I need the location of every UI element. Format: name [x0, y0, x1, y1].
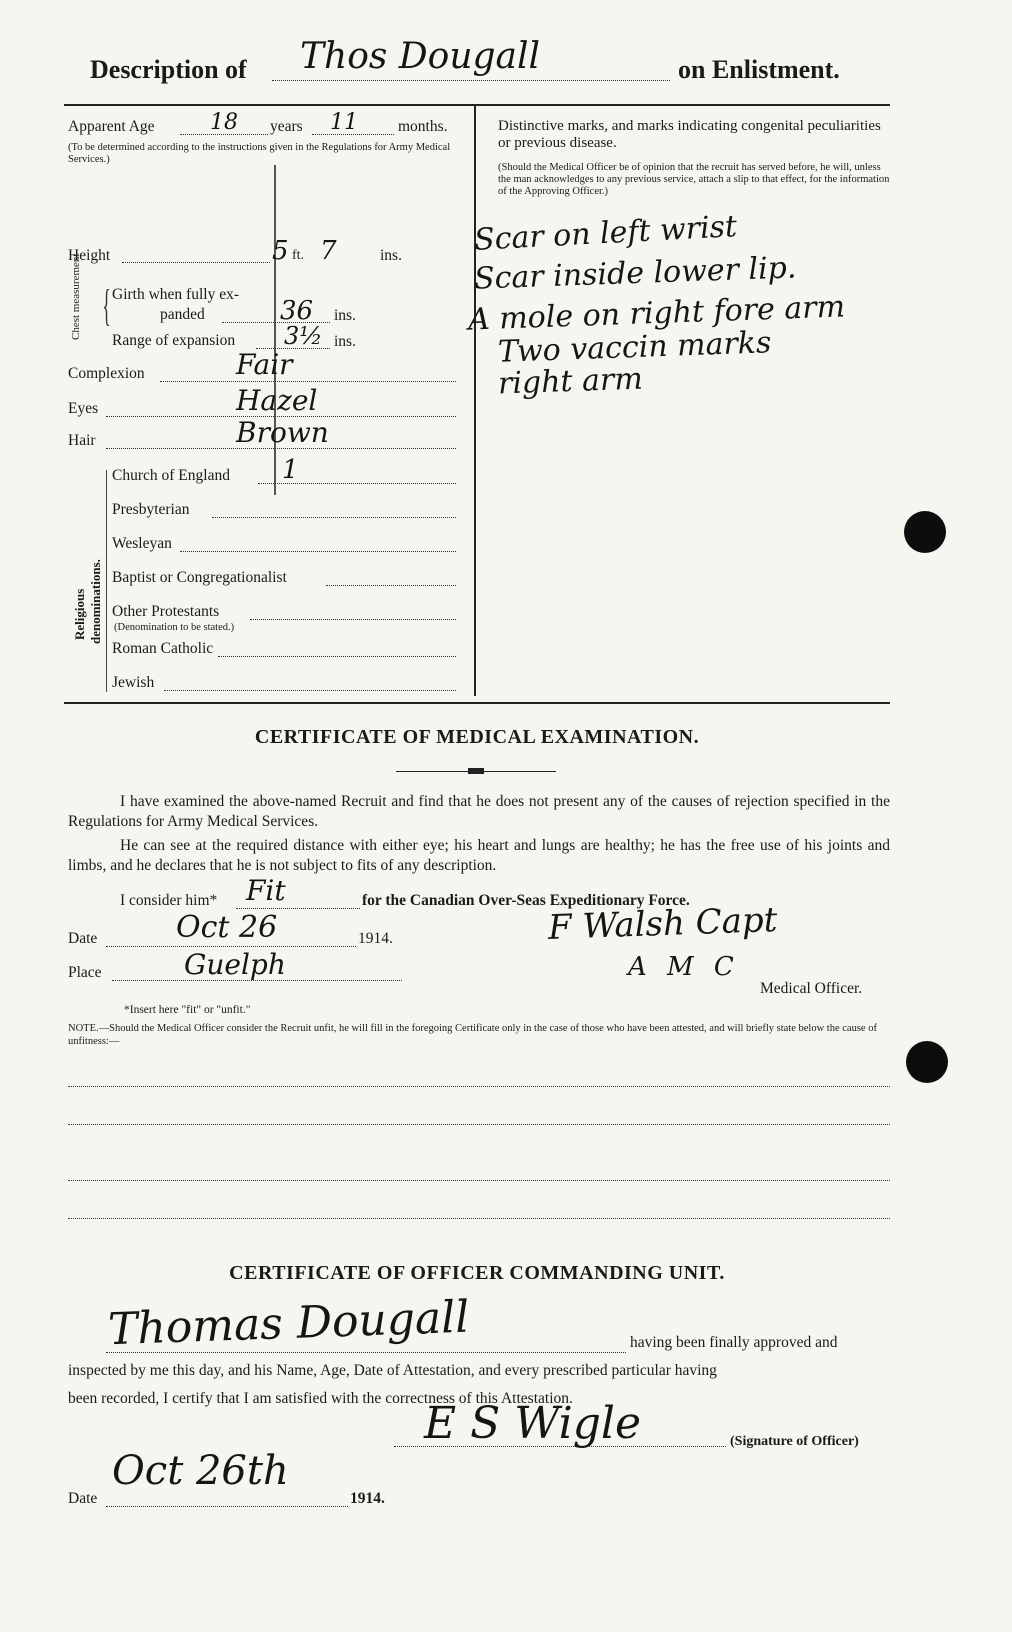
unfit-line-4: [68, 1218, 890, 1219]
religion-other-protestants: Other Protestants: [112, 603, 220, 620]
marks-line-2: Scar inside lower lip.: [473, 250, 797, 297]
medical-date-label: Date: [68, 930, 98, 947]
girth-label-1: Girth when fully ex-: [112, 286, 239, 303]
medical-officer-rank: A M C: [628, 952, 740, 982]
commanding-year: 1914.: [350, 1490, 385, 1507]
religion-wesleyan: Wesleyan: [112, 535, 172, 552]
header-rule: [64, 104, 890, 106]
girth-label-2: panded: [160, 306, 205, 323]
consider-label: I consider him*: [120, 892, 218, 909]
range-ins-label: ins.: [334, 333, 356, 350]
commanding-line-2: inspected by me this day, and his Name, Age, Date of Attestation, and every prescribed particular having: [68, 1362, 717, 1379]
marks-line-3: A mole on right fore arm: [467, 289, 846, 338]
medical-officer-title: Medical Officer.: [760, 980, 863, 997]
medical-officer-signature: F Walsh Capt: [547, 900, 779, 948]
insert-note: *Insert here "fit" or "unfit.": [124, 1004, 251, 1016]
hair-label: Hair: [68, 432, 96, 449]
title-name-line: [272, 80, 670, 81]
religion-line-3: [326, 585, 456, 586]
commanding-date-value: Oct 26th: [112, 1448, 289, 1494]
commanding-title: CERTIFICATE OF OFFICER COMMANDING UNIT.: [229, 1262, 725, 1284]
complexion-value: Fair: [236, 348, 293, 381]
commanding-date-line: [106, 1506, 348, 1507]
height-label: Height: [68, 247, 111, 264]
commanding-recruit-name: Thomas Dougall: [107, 1291, 471, 1356]
marks-line-1: Scar on left wrist: [473, 209, 738, 258]
range-value: 3½: [284, 322, 323, 350]
unfit-note: NOTE.—Should the Medical Officer consider the Recruit unfit, he will fill in the foregoing Certificate only in the case of those who have been attested, and will briefly state below the cause of unfitness:—: [68, 1023, 877, 1047]
age-months-value: 11: [330, 110, 358, 135]
medical-para-2: He can see at the required distance with either eye; his heart and lungs are healthy; he has the free use of his joints and limbs, and he declares that he is not subject to fits of any description.: [68, 837, 890, 874]
unfit-line-2: [68, 1124, 890, 1125]
medical-section-rule: [64, 702, 890, 704]
religion-presbyterian: Presbyterian: [112, 501, 190, 518]
commanding-officer-signature: E S Wigle: [424, 1398, 642, 1449]
commanding-date-label: Date: [68, 1490, 98, 1507]
age-note: (To be determined according to the instructions given in the Regulations for Army Medical Services.): [68, 142, 451, 165]
height-line: [122, 262, 270, 263]
consider-line: [236, 908, 360, 909]
religion-line-6: [164, 690, 456, 691]
religion-side-label-1: Religious: [72, 588, 87, 640]
place-label: Place: [68, 964, 102, 981]
apparent-age-label: Apparent Age: [68, 118, 155, 135]
chest-brace: {: [102, 281, 111, 330]
height-ins-value: 7: [320, 236, 337, 266]
religion-line-4: [250, 619, 456, 620]
eyes-value: Hazel: [236, 384, 318, 417]
medical-date-value: Oct 26: [176, 910, 278, 945]
marks-note: (Should the Medical Officer be of opinion that the recruit has served before, he will, unless the man acknowledges to any previous service, attach a slip to that effect, for the information of the Approving Officer.): [498, 162, 890, 197]
recruit-name-handwritten: Thos Dougall: [300, 36, 541, 77]
complexion-label: Complexion: [68, 365, 145, 382]
age-years-value: 18: [210, 110, 238, 135]
religion-side-label-2: denominations.: [88, 559, 103, 644]
complexion-line: [160, 381, 456, 382]
unfit-line-1: [68, 1086, 890, 1087]
religion-line-5: [218, 656, 456, 657]
religion-jewish: Jewish: [112, 674, 155, 691]
ft-label: ft.: [292, 248, 305, 263]
years-label: years: [270, 118, 303, 135]
unfit-line-3: [68, 1180, 890, 1181]
religion-brace: [106, 470, 107, 692]
girth-ins-label: ins.: [334, 307, 356, 324]
medical-para-1: I have examined the above-named Recruit and find that he does not present any of the causes of rejection specified in the Regulations for Army Medical Services.: [68, 793, 890, 830]
girth-value: 36: [280, 296, 314, 326]
religion-baptist: Baptist or Congregationalist: [112, 569, 287, 586]
range-label: Range of expansion: [112, 332, 236, 349]
marks-line-4: Two vaccin marks: [497, 325, 772, 370]
chest-side-label: Chest measurement: [70, 253, 82, 340]
place-value: Guelph: [184, 948, 286, 981]
medical-title: CERTIFICATE OF MEDICAL EXAMINATION.: [254, 726, 700, 748]
consider-value: Fit: [246, 874, 286, 907]
medical-title-ornament-center: [468, 768, 484, 774]
medical-year: 1914.: [358, 930, 393, 947]
medical-date-line: [106, 946, 356, 947]
marks-line-5: right arm: [497, 361, 644, 402]
height-ft-value: 5: [272, 236, 289, 266]
religion-roman-catholic: Roman Catholic: [112, 640, 214, 657]
religion-church-of-england: Church of England: [112, 467, 230, 484]
force-label: for the Canadian Over-Seas Expeditionary Force.: [362, 892, 690, 909]
commanding-line-3: been recorded, I certify that I am satisfied with the correctness of this Attestation.: [68, 1390, 573, 1407]
religion-line-2: [180, 551, 456, 552]
marks-heading: Distinctive marks, and marks indicating congenital peculiarities or previous disease.: [498, 118, 881, 151]
title-prefix: Description of: [90, 55, 247, 84]
commanding-line-1-tail: having been finally approved and: [630, 1334, 838, 1351]
months-label: months.: [398, 118, 448, 135]
title-suffix: on Enlistment.: [678, 55, 840, 84]
hair-value: Brown: [236, 416, 329, 449]
religion-other-note: (Denomination to be stated.): [114, 622, 235, 633]
column-divider: [474, 106, 476, 696]
religion-church-of-england-mark: 1: [282, 455, 299, 485]
eyes-label: Eyes: [68, 400, 99, 417]
punch-hole-top: [904, 511, 946, 553]
signature-label: (Signature of Officer): [730, 1434, 859, 1449]
ins-label: ins.: [380, 247, 402, 264]
punch-hole-bottom: [906, 1041, 948, 1083]
religion-line-1: [212, 517, 456, 518]
